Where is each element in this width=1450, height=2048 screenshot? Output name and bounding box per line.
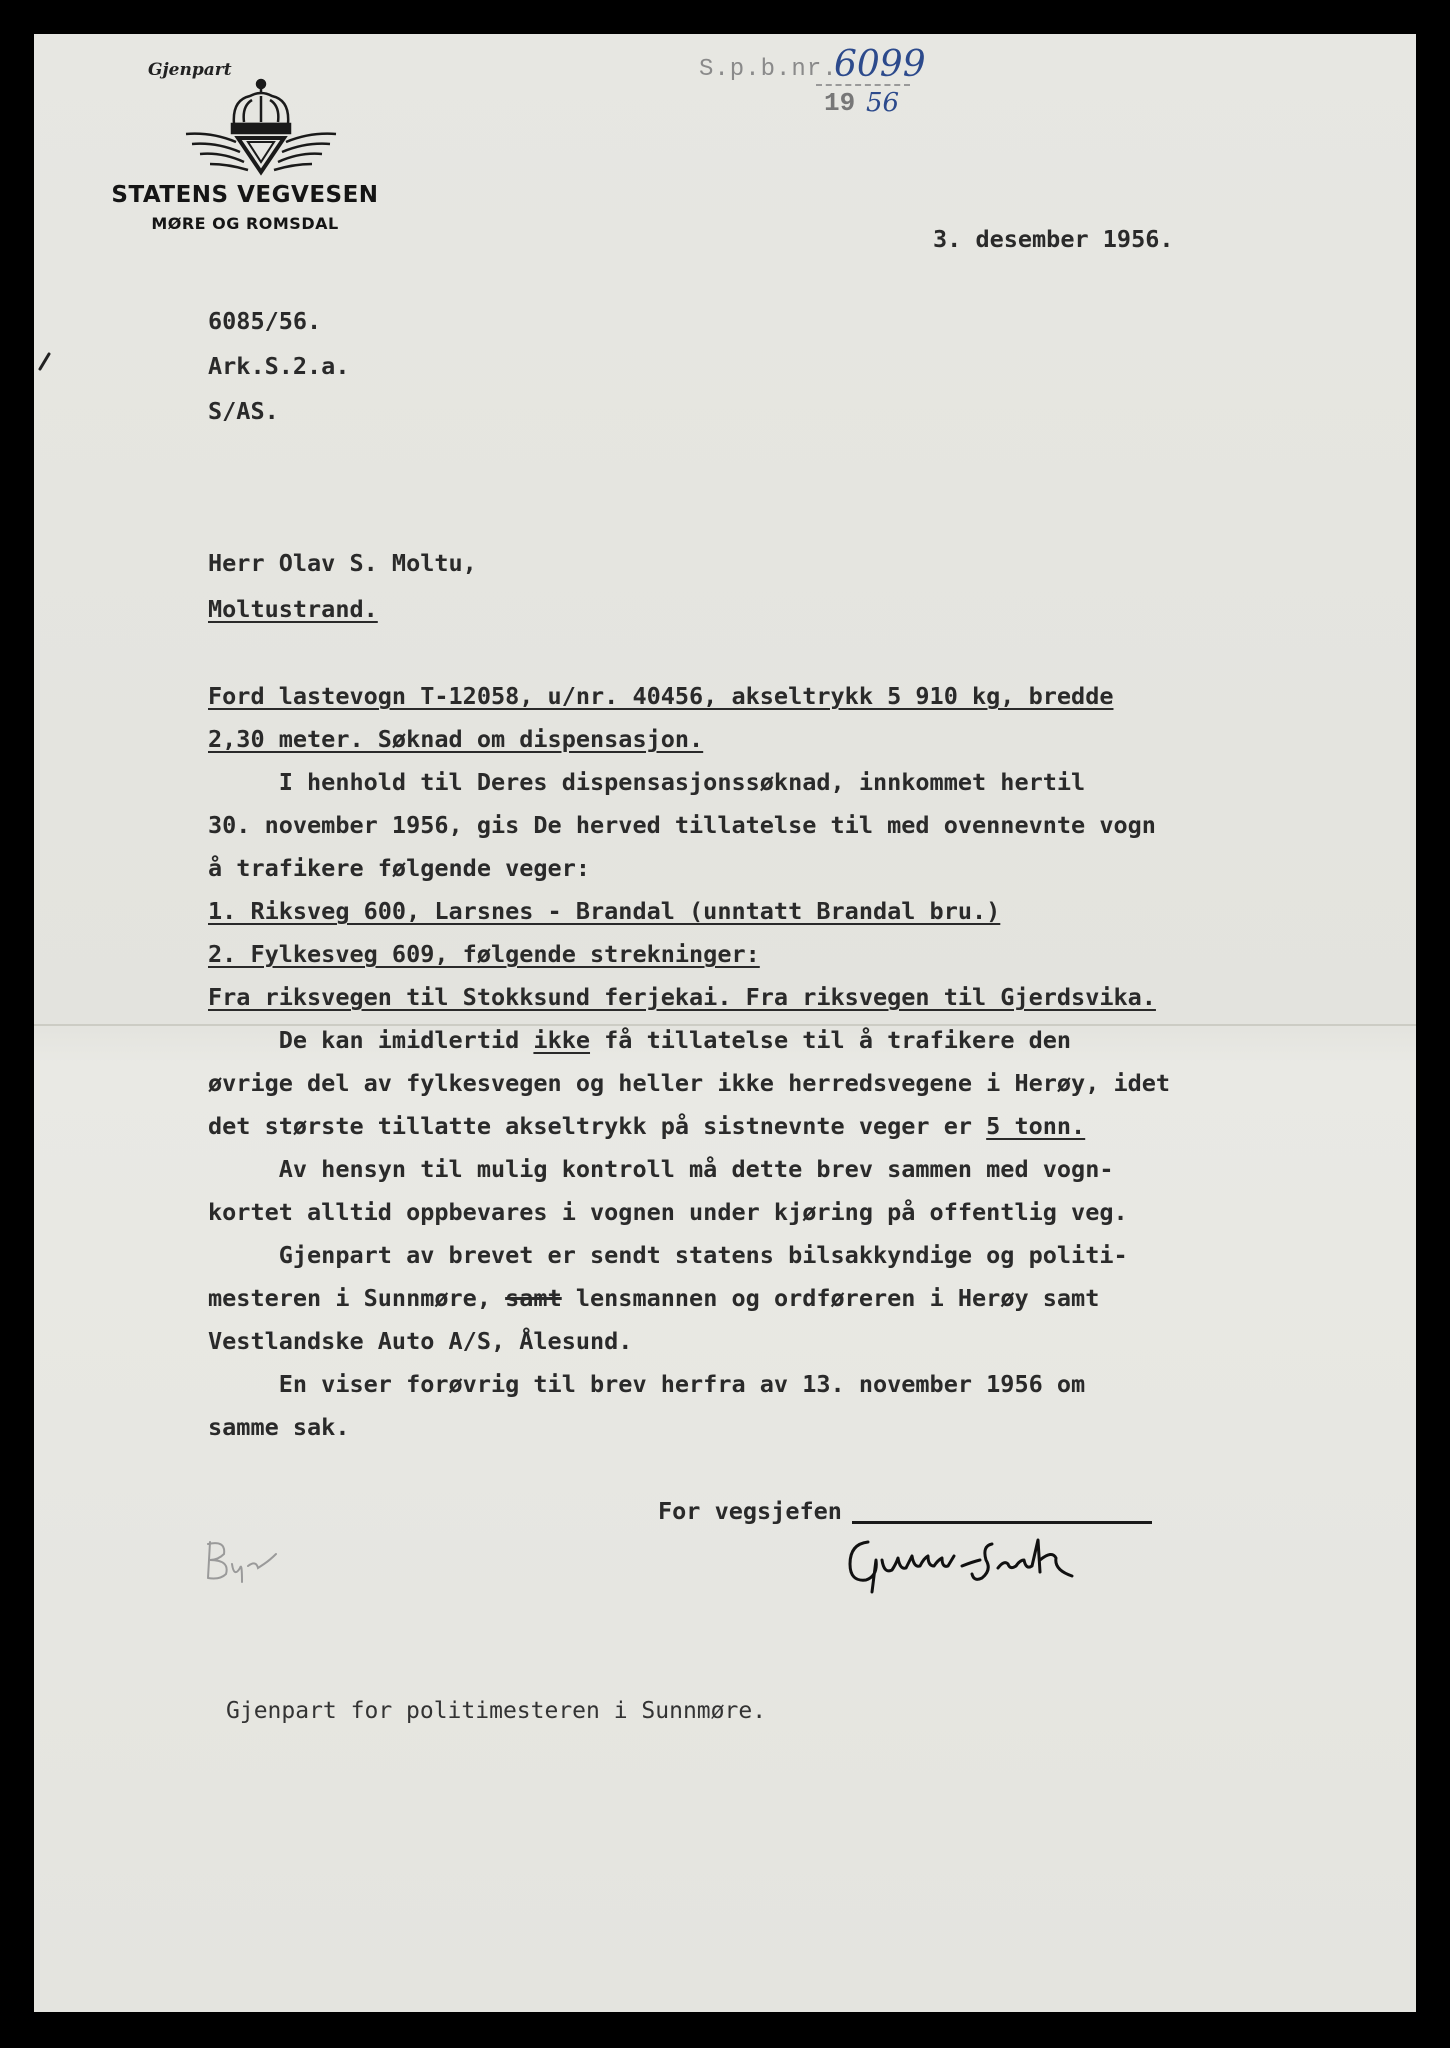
closing-line: For vegsjefen <box>658 1497 842 1525</box>
body-line <box>208 1019 1071 1062</box>
subject-line-2: 2,30 meter. Søknad om dispensasjon. <box>208 725 704 753</box>
body-line <box>208 1277 1099 1320</box>
handwritten-signature <box>842 1530 1092 1600</box>
body-line: kortet alltid oppbevares i vognen under kjøring på offentlig veg. <box>208 1198 1128 1226</box>
signature-rule <box>852 1521 1152 1524</box>
body-text: De kan imidlertid <box>208 1026 534 1054</box>
archive-year-suffix: 56 <box>866 88 900 118</box>
body-line: samme sak. <box>208 1413 350 1441</box>
route-item-2-detail: Fra riksvegen til Stokksund ferjekai. Fra riksvegen til Gjerdsvika. <box>208 983 1156 1011</box>
emphasis-ikke: ikke <box>533 1026 591 1054</box>
body-line: En viser forøvrig til brev herfra av 13. november 1956 om <box>208 1370 1086 1398</box>
subject-line-1: Ford lastevogn T-12058, u/nr. 40456, akseltrykk 5 910 kg, bredde <box>208 682 1114 710</box>
ink-mark <box>37 352 51 372</box>
addressee-place: Moltustrand. <box>208 595 378 623</box>
body-text: lensmannen og ordføreren i Herøy samt <box>561 1284 1100 1312</box>
handwritten-initials <box>196 1534 286 1584</box>
body-line: Av hensyn til mulig kontroll må dette brev sammen med vogn- <box>208 1155 1114 1183</box>
archive-number: 6099 <box>834 44 926 85</box>
addressee-name: Herr Olav S. Moltu, <box>208 549 477 577</box>
letter-page <box>34 34 1416 2012</box>
emphasis-limit: 5 tonn. <box>986 1112 1086 1140</box>
reference-number: 6085/56. <box>208 307 322 335</box>
crown-emblem-icon <box>182 74 340 186</box>
body-text: det største tillatte akseltrykk på sistnevnte veger er <box>208 1112 987 1140</box>
initials-code: S/AS. <box>208 397 279 425</box>
body-line: 30. november 1956, gis De herved tillatelse til med ovennevnte vogn <box>208 811 1156 839</box>
copy-recipient-note: Gjenpart for politimesteren i Sunnmøre. <box>226 1698 767 1724</box>
body-line: Gjenpart av brevet er sendt statens bilsakkyndige og politi- <box>208 1241 1128 1269</box>
route-item-2: 2. Fylkesveg 609, følgende strekninger: <box>208 940 760 968</box>
copy-label: Gjenpart <box>148 60 232 80</box>
body-line: Vestlandske Auto A/S, Ålesund. <box>208 1327 633 1355</box>
body-line: øvrige del av fylkesvegen og heller ikke herredsvegene i Herøy, idet <box>208 1069 1171 1097</box>
organization-region: MØRE OG ROMSDAL <box>151 214 339 233</box>
body-text: få tillatelse til å trafikere den <box>590 1026 1072 1054</box>
archive-year-prefix: 19 <box>824 88 856 118</box>
struck-word: samt <box>505 1284 562 1312</box>
body-text: mesteren i Sunnmøre, <box>208 1284 506 1312</box>
letter-date: 3. desember 1956. <box>933 225 1174 253</box>
archive-code: Ark.S.2.a. <box>208 352 350 380</box>
archive-stamp-label: S.p.b.nr. <box>699 56 838 83</box>
route-item-1: 1. Riksveg 600, Larsnes - Brandal (unntatt Brandal bru.) <box>208 897 1001 925</box>
body-line <box>208 1105 1085 1148</box>
organization-name: STATENS VEGVESEN <box>111 182 379 208</box>
body-line: å trafikere følgende veger: <box>208 854 591 882</box>
body-line: I henhold til Deres dispensasjonssøknad, innkommet hertil <box>208 768 1086 796</box>
